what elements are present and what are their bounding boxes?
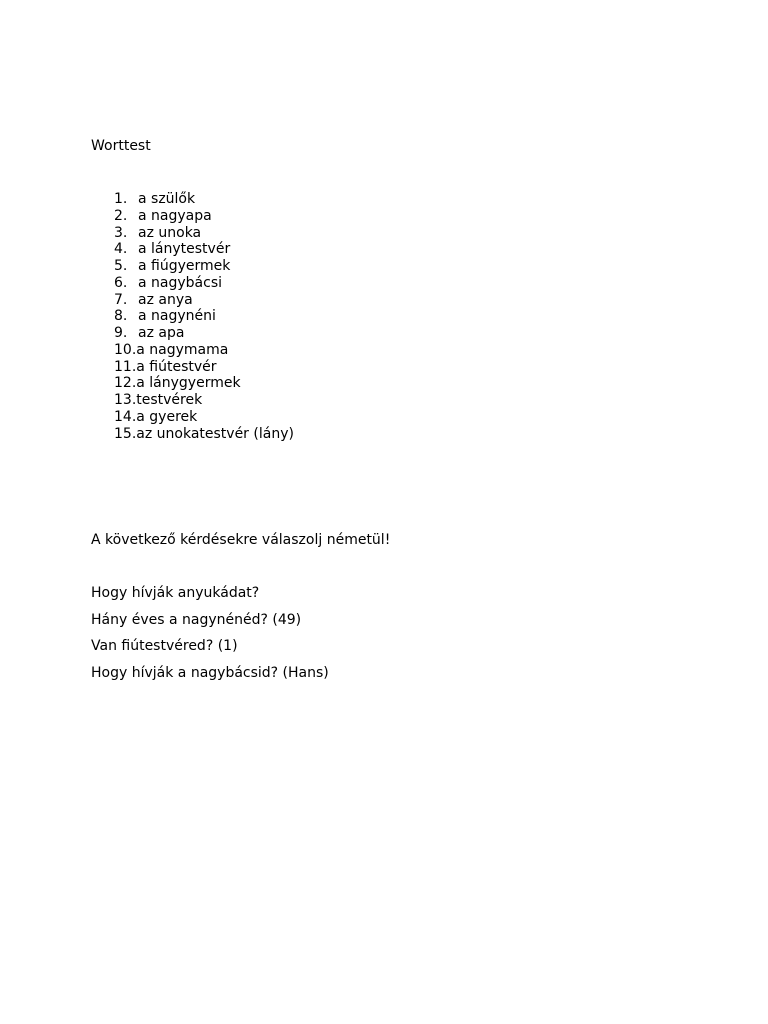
question-list <box>91 585 329 691</box>
list-item <box>114 325 294 342</box>
list-item-number: 7. <box>114 291 128 308</box>
question-item: Hogy hívják a nagybácsid? (Hans) <box>91 664 329 681</box>
document-title: Worttest <box>91 138 151 154</box>
list-item <box>114 392 294 409</box>
list-item-text: a fiúgyermek <box>138 258 231 274</box>
list-item-text: a nagynéni <box>138 308 216 325</box>
list-item-text: az unokatestvér (lány) <box>136 425 294 442</box>
list-item-number: 4. <box>114 241 128 258</box>
list-item-text: a nagymama <box>136 341 229 358</box>
list-item <box>114 409 294 426</box>
list-item-number: 6. <box>114 274 128 291</box>
word-list <box>114 191 294 442</box>
list-item <box>114 342 294 359</box>
list-item <box>114 426 294 443</box>
question-item: Van fiútestvéred? (1) <box>91 638 238 654</box>
list-item <box>114 241 294 258</box>
list-item-number: 10. <box>114 341 137 358</box>
instruction-text: A következő kérdésekre válaszolj németül! <box>91 532 391 548</box>
list-item-text: az apa <box>138 325 185 341</box>
list-item <box>114 359 294 376</box>
list-item-text: a lánygyermek <box>136 375 241 392</box>
list-item-text: az anya <box>138 291 193 308</box>
list-item <box>114 308 294 325</box>
question-item: Hány éves a nagynénéd? (49) <box>91 611 302 628</box>
list-item-number: 9. <box>114 325 128 341</box>
list-item-text: a lánytestvér <box>138 241 231 258</box>
list-item-text: testvérek <box>136 392 203 408</box>
list-item-number: 11. <box>114 358 137 375</box>
list-item <box>114 191 294 208</box>
list-item <box>114 225 294 242</box>
list-item-number: 3. <box>114 224 128 241</box>
list-item-number: 13. <box>114 392 137 408</box>
list-item <box>114 275 294 292</box>
list-item <box>114 292 294 309</box>
list-item-text: a gyerek <box>136 408 198 425</box>
list-item <box>114 208 294 225</box>
list-item-text: az unoka <box>138 224 202 241</box>
list-item-number: 2. <box>114 207 128 224</box>
list-item-text: a szülők <box>138 191 196 207</box>
list-item-text: a nagyapa <box>138 207 212 224</box>
list-item-text: a nagybácsi <box>138 274 222 291</box>
list-item-number: 1. <box>114 191 128 207</box>
question-item: Hogy hívják anyukádat? <box>91 585 260 601</box>
list-item-text: a fiútestvér <box>136 358 217 375</box>
list-item-number: 5. <box>114 258 128 274</box>
list-item-number: 14. <box>114 408 137 425</box>
list-item-number: 8. <box>114 308 128 325</box>
list-item-number: 12. <box>114 375 137 392</box>
list-item <box>114 375 294 392</box>
list-item <box>114 258 294 275</box>
list-item-number: 15. <box>114 425 137 442</box>
